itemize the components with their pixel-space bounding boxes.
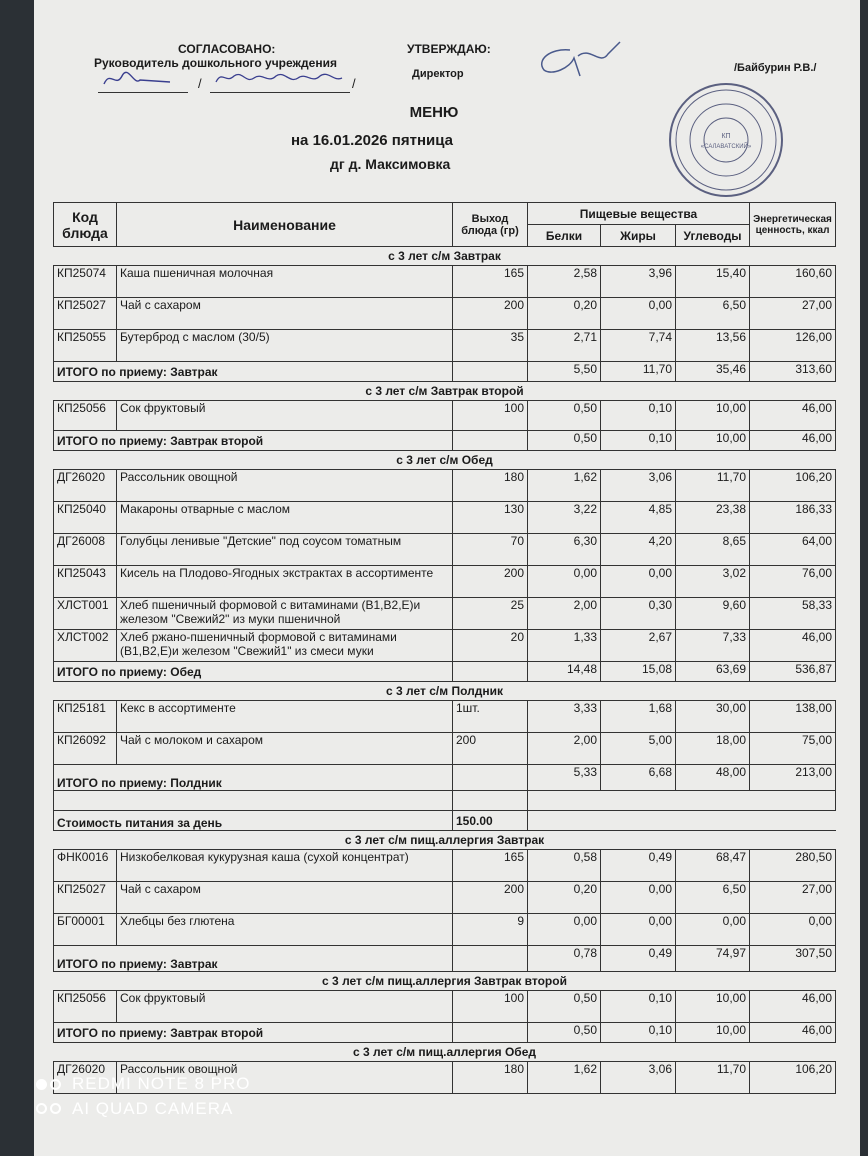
carbs-value: 7,33 [676,630,750,662]
energy-value: 106,20 [750,470,836,502]
energy-total: 307,50 [750,946,836,972]
protein-total: 5,50 [528,362,601,382]
approval-subtitle: Руководитель дошкольного учреждения [94,56,337,70]
menu-date: на 16.01.2026 пятница [291,132,453,149]
dish-name: Сок фруктовый [117,401,453,431]
dish-name: Кисель на Плодово-Ягодных экстрактах в ассортименте [117,566,453,598]
approval-title: СОГЛАСОВАНО: [178,42,276,56]
svg-text:«САЛАВАТСКИЙ»: «САЛАВАТСКИЙ» [700,144,752,150]
dish-code: ХЛСТ002 [54,630,117,662]
dish-name: Чай с молоком и сахаром [117,733,453,765]
table-row [54,401,836,431]
dish-code: КП25040 [54,502,117,534]
energy-total: 46,00 [750,431,836,451]
carbs-value: 3,02 [676,566,750,598]
table-row [54,882,836,914]
column-header-code: Код блюда [54,203,117,247]
svg-text:КП: КП [721,133,731,140]
energy-total: 536,87 [750,662,836,682]
table-row [54,991,836,1023]
protein-value: 0,20 [528,882,601,914]
spacer-row [54,791,836,811]
fat-value: 0,00 [601,298,676,330]
dish-name: Макароны отварные с маслом [117,502,453,534]
energy-value: 186,33 [750,502,836,534]
energy-value: 280,50 [750,850,836,882]
dish-code: ФНК0016 [54,850,117,882]
dish-yield: 20 [453,630,528,662]
fat-value: 3,06 [601,1062,676,1094]
protein-value: 2,71 [528,330,601,362]
fat-total: 0,10 [601,1023,676,1043]
protein-value: 1,62 [528,1062,601,1094]
watermark-line1: REDMI NOTE 8 PRO [72,1074,251,1093]
dish-code: ДГ26020 [54,1062,117,1094]
energy-value: 58,33 [750,598,836,630]
energy-value: 27,00 [750,882,836,914]
table-row [54,914,836,946]
total-label: ИТОГО по приему: Завтрак [54,946,453,972]
table-row [54,630,836,662]
total-row [54,946,836,972]
carbs-total: 35,46 [676,362,750,382]
carbs-value: 18,00 [676,733,750,765]
carbs-value: 0,00 [676,914,750,946]
table-row [54,701,836,733]
menu-title: МЕНЮ [409,104,459,121]
dish-code: КП25074 [54,266,117,298]
section-title: с 3 лет с/м Полдник [54,682,836,701]
fat-value: 4,20 [601,534,676,566]
fat-value: 5,00 [601,733,676,765]
total-label: ИТОГО по приему: Обед [54,662,453,682]
fat-total: 6,68 [601,765,676,791]
protein-total: 14,48 [528,662,601,682]
energy-value: 64,00 [750,534,836,566]
carbs-total: 74,97 [676,946,750,972]
dish-name: Хлеб ржано-пшеничный формовой с витаминами (В1,В2,Е)и железом "Свежий1" из смеси муки [117,630,453,662]
protein-value: 1,33 [528,630,601,662]
total-row [54,431,836,451]
protein-value: 0,50 [528,991,601,1023]
dish-yield: 200 [453,566,528,598]
dish-yield: 35 [453,330,528,362]
director-name: /Байбурин Р.В./ [734,62,817,74]
table-row [54,566,836,598]
column-header-yield: Выход блюда (гр) [453,203,528,247]
camera-dots-icon [36,1097,64,1121]
dish-yield: 9 [453,914,528,946]
column-header-fat: Жиры [601,225,676,247]
protein-value: 0,50 [528,401,601,431]
table-row [54,502,836,534]
carbs-value: 68,47 [676,850,750,882]
approve-subtitle: Директор [412,68,464,80]
dish-yield: 130 [453,502,528,534]
organization-stamp [668,82,784,198]
handwritten-name-left [212,64,348,92]
dish-code: КП25181 [54,701,117,733]
table-row [54,733,836,765]
dish-yield: 70 [453,534,528,566]
dish-code: КП25027 [54,298,117,330]
table-row [54,298,836,330]
dish-yield: 165 [453,850,528,882]
carbs-value: 11,70 [676,1062,750,1094]
energy-value: 106,20 [750,1062,836,1094]
section-title: с 3 лет с/м пищ.аллергия Завтрак [54,831,836,850]
dish-code: КП26092 [54,733,117,765]
total-row [54,662,836,682]
watermark-line2: AI QUAD CAMERA [72,1098,234,1118]
dish-name: Бутерброд с маслом (30/5) [117,330,453,362]
column-header-name: Наименование [117,203,453,247]
fat-total: 11,70 [601,362,676,382]
section-title: с 3 лет с/м пищ.аллергия Обед [54,1043,836,1062]
protein-value: 2,00 [528,733,601,765]
protein-value: 0,00 [528,566,601,598]
total-row [54,362,836,382]
menu-table [53,202,836,1094]
carbs-total: 10,00 [676,431,750,451]
fat-total: 0,49 [601,946,676,972]
energy-total: 46,00 [750,1023,836,1043]
protein-total: 0,50 [528,1023,601,1043]
carbs-total: 63,69 [676,662,750,682]
carbs-value: 30,00 [676,701,750,733]
energy-value: 46,00 [750,630,836,662]
protein-value: 2,00 [528,598,601,630]
carbs-value: 11,70 [676,470,750,502]
dish-yield: 100 [453,991,528,1023]
energy-value: 138,00 [750,701,836,733]
dish-code: ДГ26008 [54,534,117,566]
dish-yield: 200 [453,733,528,765]
table-row [54,850,836,882]
dish-name: Голубцы ленивые "Детские" под соусом томатным [117,534,453,566]
column-header-carbs: Углеводы [676,225,750,247]
menu-place: дг д. Максимовка [330,156,451,172]
cost-row [54,811,836,831]
dish-yield: 180 [453,1062,528,1094]
fat-value: 1,68 [601,701,676,733]
protein-value: 1,62 [528,470,601,502]
table-row [54,534,836,566]
carbs-value: 15,40 [676,266,750,298]
fat-total: 15,08 [601,662,676,682]
dish-name: Хлебцы без глютена [117,914,453,946]
section-title: с 3 лет с/м Завтрак второй [54,382,836,401]
dish-name: Рассольник овощной [117,470,453,502]
carbs-total: 48,00 [676,765,750,791]
energy-value: 76,00 [750,566,836,598]
table-row [54,470,836,502]
column-header-nutrients: Пищевые вещества [528,203,750,225]
fat-value: 0,49 [601,850,676,882]
camera-dots-icon [36,1073,64,1097]
carbs-value: 10,00 [676,401,750,431]
slash-separator: / [352,76,356,91]
table-row [54,330,836,362]
dish-name: Кекс в ассортименте [117,701,453,733]
slash-separator: / [198,76,202,91]
total-label: ИТОГО по приему: Завтрак второй [54,431,453,451]
carbs-value: 6,50 [676,298,750,330]
carbs-value: 8,65 [676,534,750,566]
protein-value: 0,58 [528,850,601,882]
fat-value: 0,10 [601,991,676,1023]
cost-value: 150.00 [453,811,528,831]
cost-label: Стоимость питания за день [54,811,453,831]
fat-value: 0,30 [601,598,676,630]
dish-code: КП25056 [54,991,117,1023]
dish-name: Каша пшеничная молочная [117,266,453,298]
fat-total: 0,10 [601,431,676,451]
dish-code: ХЛСТ001 [54,598,117,630]
dish-code: БГ00001 [54,914,117,946]
dish-name: Низкобелковая кукурузная каша (сухой концентрат) [117,850,453,882]
protein-value: 0,20 [528,298,601,330]
section-title: с 3 лет с/м Обед [54,451,836,470]
fat-value: 3,06 [601,470,676,502]
total-row [54,1023,836,1043]
carbs-value: 9,60 [676,598,750,630]
handwritten-signature-left [100,66,186,92]
dish-code: КП25056 [54,401,117,431]
table-row [54,266,836,298]
dish-name: Чай с сахаром [117,298,453,330]
column-header-protein: Белки [528,225,601,247]
energy-value: 0,00 [750,914,836,946]
protein-value: 6,30 [528,534,601,566]
protein-total: 0,50 [528,431,601,451]
energy-total: 213,00 [750,765,836,791]
fat-value: 0,00 [601,914,676,946]
fat-value: 3,96 [601,266,676,298]
total-label: ИТОГО по приему: Завтрак второй [54,1023,453,1043]
dish-yield: 1шт. [453,701,528,733]
energy-value: 27,00 [750,298,836,330]
approve-title: УТВЕРЖДАЮ: [407,42,491,56]
fat-value: 4,85 [601,502,676,534]
total-label: ИТОГО по приему: Завтрак [54,362,453,382]
protein-value: 3,33 [528,701,601,733]
protein-total: 5,33 [528,765,601,791]
fat-value: 0,00 [601,882,676,914]
fat-value: 7,74 [601,330,676,362]
section-title: с 3 лет с/м пищ.аллергия Завтрак второй [54,972,836,991]
dish-code: КП25043 [54,566,117,598]
dish-yield: 25 [453,598,528,630]
energy-value: 46,00 [750,401,836,431]
dish-yield: 100 [453,401,528,431]
protein-total: 0,78 [528,946,601,972]
column-header-energy: Энергетическая ценность, ккал [750,203,836,247]
dish-yield: 180 [453,470,528,502]
table-row [54,598,836,630]
total-row [54,765,836,791]
handwritten-signature-director [530,36,630,82]
fat-value: 0,10 [601,401,676,431]
energy-total: 313,60 [750,362,836,382]
dish-code: КП25027 [54,882,117,914]
protein-value: 3,22 [528,502,601,534]
carbs-value: 6,50 [676,882,750,914]
protein-value: 0,00 [528,914,601,946]
carbs-value: 10,00 [676,991,750,1023]
energy-value: 46,00 [750,991,836,1023]
energy-value: 160,60 [750,266,836,298]
dish-yield: 200 [453,298,528,330]
dish-code: ДГ26020 [54,470,117,502]
dish-yield: 165 [453,266,528,298]
dish-name: Сок фруктовый [117,991,453,1023]
energy-value: 126,00 [750,330,836,362]
dish-name: Хлеб пшеничный формовой с витаминами (В1,В2,Е)и железом "Свежий2" из муки пшеничной [117,598,453,630]
dish-code: КП25055 [54,330,117,362]
total-label: ИТОГО по приему: Полдник [54,765,453,791]
section-title: с 3 лет с/м Завтрак [54,247,836,266]
carbs-total: 10,00 [676,1023,750,1043]
camera-watermark [36,1072,250,1121]
fat-value: 0,00 [601,566,676,598]
dish-yield: 200 [453,882,528,914]
protein-value: 2,58 [528,266,601,298]
dish-name: Рассольник овощной [117,1062,453,1094]
energy-value: 75,00 [750,733,836,765]
carbs-value: 13,56 [676,330,750,362]
fat-value: 2,67 [601,630,676,662]
dish-name: Чай с сахаром [117,882,453,914]
carbs-value: 23,38 [676,502,750,534]
